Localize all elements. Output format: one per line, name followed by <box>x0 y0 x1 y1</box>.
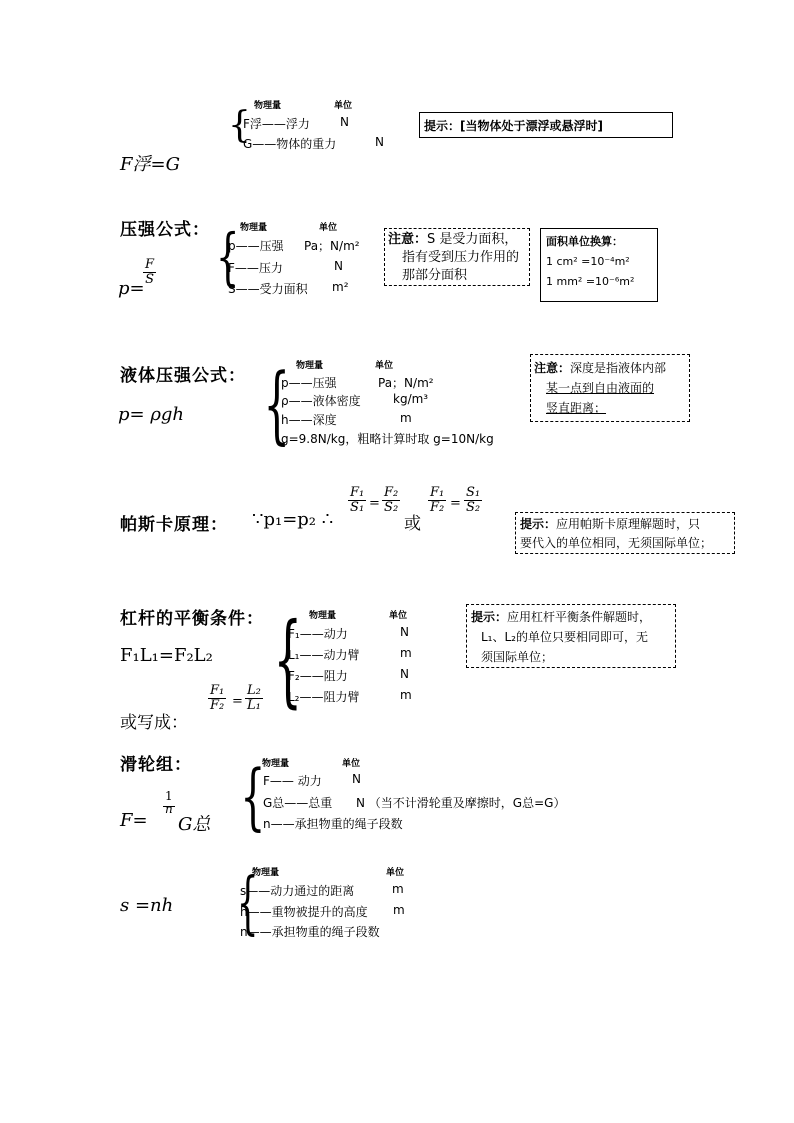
pascal-frac4-num: S₁ <box>466 485 481 500</box>
lever-row-3-unit: N <box>400 667 409 681</box>
pascal-fraction-1 <box>348 486 366 514</box>
pulley-formula-right: G总 <box>178 814 211 835</box>
pressure-note-line-3: 那部分面积 <box>402 268 468 283</box>
buoyancy-header-quantity: 物理量 <box>254 101 282 111</box>
pulley-row-2-unit: N （当不计滑轮重及摩擦时，G总=G） <box>356 796 566 810</box>
pascal-fraction-3 <box>428 486 446 514</box>
liquid-title: 液体压强公式： <box>120 366 246 386</box>
lever-row-4: L₂——阻力臂 <box>288 690 360 704</box>
pascal-frac1-den: S₁ <box>350 499 365 515</box>
pressure-note-line-1: S 是受力面积， <box>427 232 518 247</box>
lever-frac-right-num: L₂ <box>247 683 261 698</box>
liquid-row-2-unit: kg/m³ <box>393 392 429 406</box>
liquid-note-line-1: 深度是指液体内部 <box>570 361 667 375</box>
distance-row-2: h——重物被提升的高度 <box>240 905 368 919</box>
pulley-title: 滑轮组： <box>120 755 192 775</box>
pascal-frac2-num: F₂ <box>384 485 399 500</box>
pressure-header-unit: 单位 <box>319 223 338 233</box>
pascal-tip-box <box>515 512 735 554</box>
lever-tip-line-1: 应用杠杆平衡条件解题时， <box>507 610 652 624</box>
distance-row-2-unit: m <box>393 903 405 917</box>
pascal-tip-line-2: 要代入的单位相同，无须国际单位； <box>520 536 713 550</box>
pulley-header-unit: 单位 <box>342 759 361 769</box>
lever-row-1: F₁——动力 <box>288 627 348 641</box>
lever-fraction-left <box>208 684 226 712</box>
pascal-formula: ∵p₁=p₂ ∴ <box>252 509 334 530</box>
pascal-frac2-den: S₂ <box>384 499 399 515</box>
pressure-row-1: p——压强 <box>228 239 284 253</box>
liquid-row-3: h——深度 <box>281 413 337 427</box>
pressure-row-2: F——压力 <box>228 261 283 275</box>
liquid-brace: { <box>263 355 291 453</box>
lever-row-4-unit: m <box>400 688 412 702</box>
pressure-note-box <box>384 228 530 286</box>
lever-fraction-right <box>245 684 263 712</box>
pressure-row-3-unit: m² <box>332 280 349 294</box>
liquid-note-box <box>530 354 690 422</box>
pascal-or: 或 <box>404 514 421 534</box>
pascal-frac1-num: F₁ <box>350 485 365 500</box>
lever-or-write: 或写成： <box>120 713 188 733</box>
pressure-note-line-2: 指有受到压力作用的 <box>402 250 520 265</box>
pascal-tip-label: 提示： <box>520 517 557 531</box>
distance-row-1-unit: m <box>392 882 404 896</box>
liquid-header-unit: 单位 <box>375 361 394 371</box>
distance-row-3: n——承担物重的绳子段数 <box>240 925 380 939</box>
buoyancy-row-1-unit: N <box>340 115 349 129</box>
lever-tip-line-3: 须国际单位； <box>481 650 554 664</box>
pressure-header-quantity: 物理量 <box>240 223 268 233</box>
liquid-row-1: p——压强 <box>281 376 337 390</box>
buoyancy-row-2-unit: N <box>375 135 384 149</box>
buoyancy-brace: { <box>228 105 251 146</box>
liquid-formula: p= ρgh <box>118 404 185 425</box>
buoyancy-formula: F浮=G <box>120 154 180 175</box>
lever-title: 杠杆的平衡条件： <box>120 609 264 629</box>
liquid-row-1-unit: Pa；N/m² <box>378 376 434 390</box>
lever-row-3: F₂——阻力 <box>288 669 348 683</box>
area-conversion-line-1: 1 cm² =10⁻⁴m² <box>546 255 630 268</box>
lever-frac-left-num: F₁ <box>210 683 225 698</box>
lever-tip-box <box>466 604 676 668</box>
pascal-frac3-den: F₂ <box>430 499 445 515</box>
buoyancy-row-2: G——物体的重力 <box>243 137 337 151</box>
pressure-row-1-unit: Pa；N/m² <box>304 239 360 253</box>
area-conversion-line-2: 1 mm² =10⁻⁶m² <box>546 275 635 288</box>
distance-brace: { <box>236 864 259 943</box>
lever-header-quantity: 物理量 <box>309 611 337 621</box>
pascal-fraction-2 <box>382 486 400 514</box>
distance-row-1: s——动力通过的距离 <box>240 884 355 898</box>
pascal-frac3-num: F₁ <box>430 485 445 500</box>
pascal-equals-1: = <box>369 496 380 511</box>
pressure-formula-left: p= <box>118 278 145 299</box>
pascal-frac4-den: S₂ <box>466 499 481 515</box>
pulley-frac-num: 1 <box>165 789 173 803</box>
area-conversion-box <box>540 228 658 302</box>
lever-row-2-unit: m <box>400 646 412 660</box>
pulley-formula-left: F= <box>120 810 148 831</box>
buoyancy-tip-box <box>419 112 673 138</box>
lever-formula: F₁L₁=F₂L₂ <box>120 645 213 666</box>
buoyancy-header-unit: 单位 <box>334 101 353 111</box>
pressure-brace: { <box>215 220 240 293</box>
liquid-row-2: ρ——液体密度 <box>281 394 361 408</box>
lever-frac-right-den: L₁ <box>247 697 261 713</box>
pressure-fraction <box>143 258 156 286</box>
pulley-header-quantity: 物理量 <box>262 759 290 769</box>
pulley-fraction-bar <box>163 806 175 807</box>
pulley-frac-den: n <box>164 801 173 816</box>
lever-brace: { <box>273 601 303 718</box>
pressure-title: 压强公式： <box>120 220 210 240</box>
lever-tip-label: 提示： <box>471 610 508 624</box>
pascal-equals-2: = <box>450 496 461 511</box>
lever-tip-line-2: L₁、L₂的单位只要相同即可，无 <box>481 630 648 644</box>
pulley-brace: { <box>240 754 266 838</box>
liquid-note-label: 注意： <box>534 361 571 375</box>
lever-row-1-unit: N <box>400 625 409 639</box>
pressure-frac-den: S <box>145 271 154 287</box>
distance-formula: s =nh <box>120 895 174 916</box>
lever-header-unit: 单位 <box>389 611 408 621</box>
pressure-row-3: S——受力面积 <box>228 282 308 296</box>
pascal-title: 帕斯卡原理： <box>120 515 228 535</box>
pascal-fraction-4 <box>464 486 482 514</box>
liquid-row-4: g=9.8N/kg，粗略计算时取 g=10N/kg <box>281 432 494 446</box>
pressure-note-label: 注意： <box>388 232 428 247</box>
pulley-row-3: n——承担物重的绳子段数 <box>263 817 403 831</box>
buoyancy-tip-text: [当物体处于漂浮或悬浮时] <box>460 119 603 133</box>
pulley-row-2: G总——总重 <box>263 796 333 810</box>
lever-frac-left-den: F₂ <box>210 697 225 713</box>
buoyancy-tip-label: 提示： <box>424 119 461 133</box>
lever-equals: = <box>232 694 243 709</box>
lever-row-2: L₁——动力臂 <box>288 648 360 662</box>
pressure-row-2-unit: N <box>334 259 343 273</box>
distance-header-quantity: 物理量 <box>252 868 280 878</box>
liquid-note-line-2: 某一点到自由液面的 <box>546 381 655 395</box>
pulley-row-1-unit: N <box>352 772 361 786</box>
distance-header-unit: 单位 <box>386 868 405 878</box>
liquid-note-line-3: 竖直距离； <box>546 401 607 415</box>
liquid-row-3-unit: m <box>400 411 412 425</box>
buoyancy-row-1: F浮——浮力 <box>243 117 310 131</box>
pulley-row-1: F—— 动力 <box>263 774 322 788</box>
pressure-frac-num: F <box>145 257 155 272</box>
pascal-tip-line-1: 应用帕斯卡原理解题时，只 <box>556 517 701 531</box>
liquid-header-quantity: 物理量 <box>296 361 324 371</box>
pulley-fraction <box>163 790 175 815</box>
area-conversion-title: 面积单位换算： <box>546 235 623 248</box>
